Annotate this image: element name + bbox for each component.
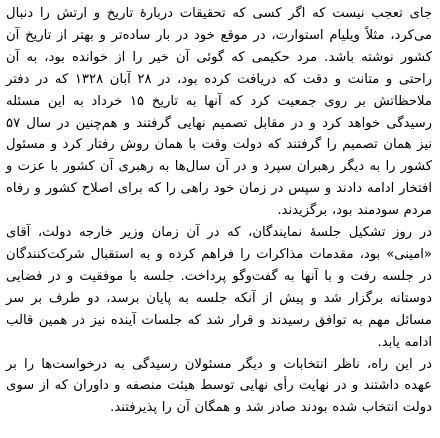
paragraph-1: جای تعجب نیست که اگر کسی که تحقیقات دربارهٔ تاریخ و ارتش را دنبال می‌کرد، مثلاً ویلیام استوارت، در موقع خود در بار ساده‌تر و بهتر از تاریخ آن کشور نوشته باشد. مرد حکیمی که گوئی آن خیر را از خوانده بود، به آن راحتی و متانت و دقت که دریافت کرده بود، در ۲۸ آبان ۱۳۲۸ که در دفتر ملاحظاتش بر روی جمعیت کرد که آنها به تاریخ ۱۵ خرداد به این مسئله رسیدگی خواهد کرد و در مقابل تصمیم نهایی گرفتند و هم‌چنین در سال ۵۷ نیز همان تصمیم را گرفتند که دولت وقت با همان روش رفتار کرد و مسئول کشور را به دیگر رهبران سپرد و در آن سال‌ها به رهبری آن کشور با عزت و افتخار ادامه دادند و سپس در زمان خود راهی را که برای اصلاح کشور و رفاه مردم سودمند بود، برگزیدند.: [6, 6, 433, 219]
paragraph-2: در روز تشکیل جلسهٔ نمایندگان، که در آن زمان وزیر خارجه دولت، آقای «امینی» بود، مقدمات مذاکرات را فراهم کرده و به استقبال شرکت‌کنندگان در جلسه رفت و با آنها به گفت‌وگو پرداخت. جلسه با موفقیت و در فضایی دوستانه برگزار شد و پیش از آنکه جلسه به پایان برسد، دو طرف بر سر مسائل مهم به توافق رسیدند و قرار شد که جلسات آینده نیز در همین قالب ادامه یابد.: [6, 225, 432, 350]
paragraph-3: در این راه، ناظر انتخابات و دیگر مسئولان رسیدگی به درخواست‌ها را بر عهده داشتند و در نهایت رأی نهایی توسط هیئت منصفه و داوران که از سوی دولت انتخاب شده بودند صادر شد و همگان آن را پذیرفتند.: [6, 356, 432, 416]
